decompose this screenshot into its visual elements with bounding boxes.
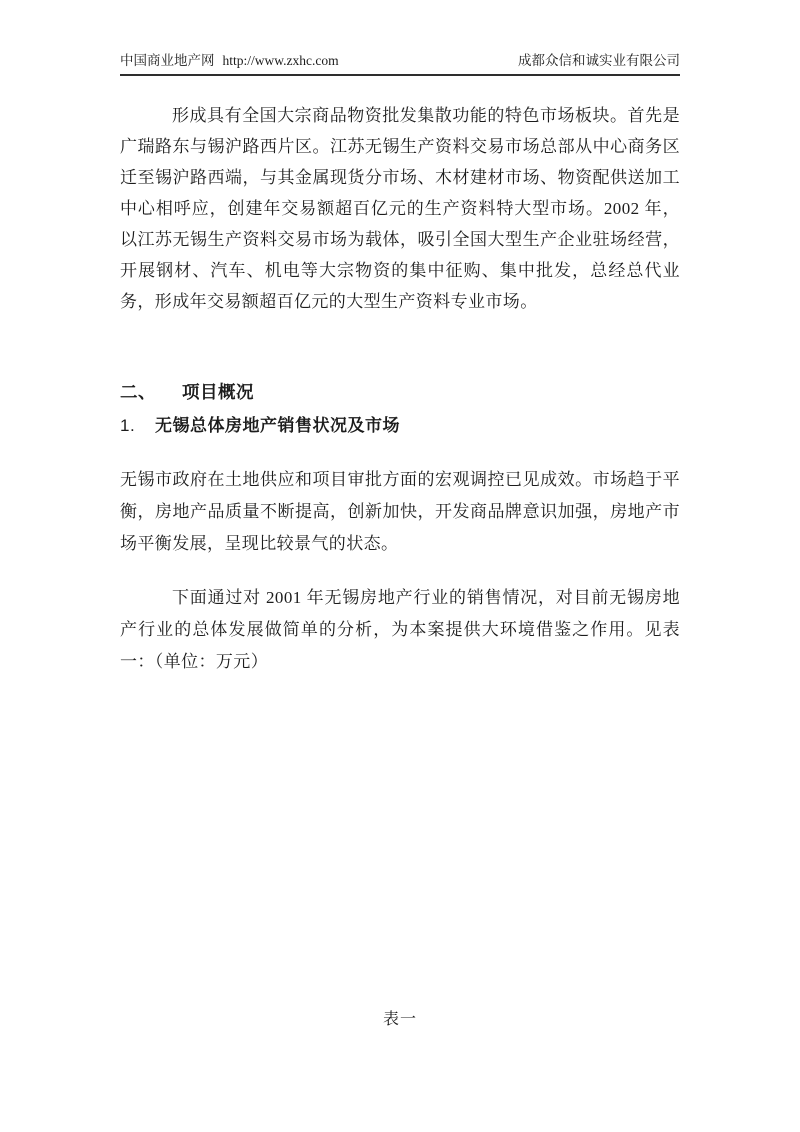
table-caption: 表一 <box>382 1011 417 1028</box>
subsection-number: 1. <box>120 416 136 435</box>
header-left <box>120 52 339 69</box>
page-header <box>120 0 680 76</box>
section-title: 项目概况 <box>182 382 254 402</box>
subsection-heading <box>120 415 680 437</box>
section-number: 二、 <box>120 382 156 402</box>
header-site-name: 中国商业地产网 <box>120 53 215 68</box>
section-heading <box>120 381 680 403</box>
paragraph-market-overview: 形成具有全国大宗商品物资批发集散功能的特色市场板块。首先是广瑞路东与锡沪路西片区。江苏无锡生产资料交易市场总部从中心商务区迁至锡沪路西端，与其金属现货分市场、木材建材市场、物资配供送加工中心相呼应，创建年交易额超百亿元的生产资料特大型市场。2002 年，以江苏无锡生产资料交易市场为载体，吸引全国大型生产企业驻场经营，开展钢材、汽车、机电等大宗物资的集中征购、集中批发，总经总代业务，形成年交易额超百亿元的大型生产资料专业市场。 <box>120 106 680 311</box>
subsection-title: 无锡总体房地产销售状况及市场 <box>155 416 400 435</box>
paragraph-analysis-intro: 下面通过对 2001 年无锡房地产行业的销售情况，对目前无锡房地产行业的总体发展做简单的分析，为本案提供大环境借鉴之作用。见表一：（单位：万元） <box>120 588 680 671</box>
paragraph-macro-control: 无锡市政府在土地供应和项目审批方面的宏观调控已见成效。市场趋于平衡，房地产品质量不断提高，创新加快，开发商品牌意识加强，房地产市场平衡发展，呈现比较景气的状态。 <box>120 470 680 553</box>
header-company-name: 成都众信和诚实业有限公司 <box>518 53 680 68</box>
header-site-url: http://www.zxhc.com <box>222 53 339 68</box>
document-body <box>120 100 680 678</box>
